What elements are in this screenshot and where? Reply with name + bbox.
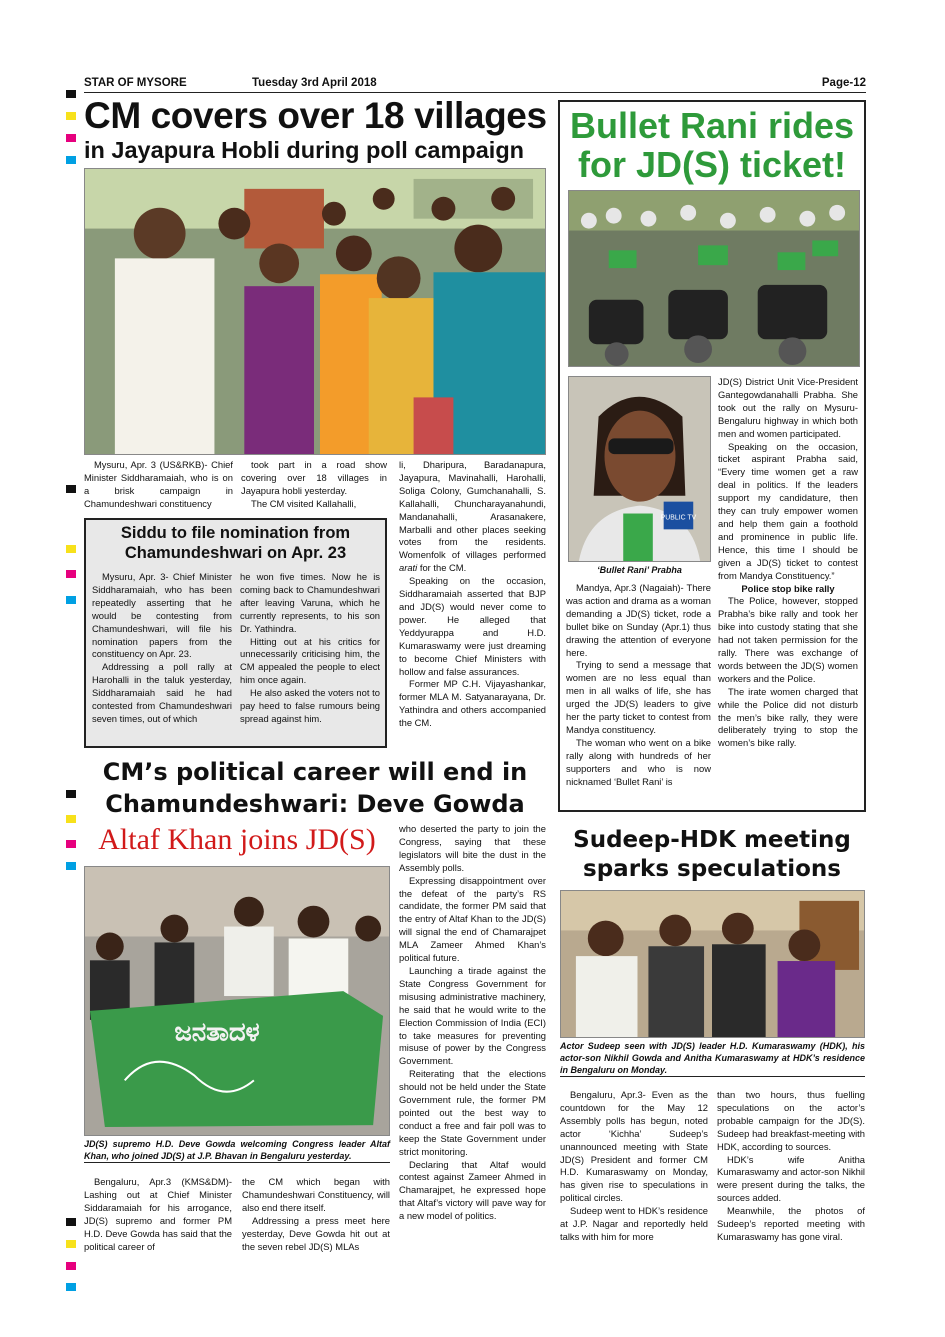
siddu-col-1: Mysuru, Apr. 3- Chief Minister Siddharamaiah, who has been repeatedly asserting that he would be contesting from Chamundeshwari, will file his nomination papers from the constituency on Apr. 23. Addressing a poll rally at Harohalli in the taluk yesterday, Siddharamaiah said he had contested from Chamundeshwari seven times, out of which	[92, 571, 232, 724]
prabha-caption: ‘Bullet Rani’ Prabha	[597, 565, 682, 575]
woman-portrait-icon	[569, 377, 710, 561]
bullet-rani-col-a: Mandya, Apr.3 (Nagaiah)- There was action and drama as a woman demanding a JD(S) ticket, rode a bullet bike on Sunday (Apr.1) thus drawing the attention of everyone here. Trying to send a message that women are no less equal than men in all walks of life, she has urged the JD(S) leaders to give her the party ticket to contest from Mandya constituency. The woman who went on a bike rally along with hundreds of her supporters and who is now nicknamed ‘Bullet Rani’ is	[566, 582, 711, 787]
deve-gowda-col-2: the CM which began with Chamundeshwari Constituency, will also end there itself. Addressing a press meet here yesterday, Deve Gowda hit out at the seven rebel JD(S) MLAs	[242, 1176, 390, 1252]
sudeep-col-1: Bengaluru, Apr.3- Even as the countdown for the May 12 Assembly polls has begun, noted actor ‘Kichha’ Sudeep’s unannounced meeting with State JD(S) President and former CM H.D. Kumaraswamy on Monday, has given rise to speculations in political circles. Sudeep went to HDK’s residence at J.P. Nagar and reportedly held talks with him for more	[560, 1089, 708, 1242]
sudeep-headline-1: Sudeep-HDK meeting	[573, 827, 851, 853]
siddu-title-1: Siddu to file nomination from	[120, 524, 351, 542]
cm-col-2: took part in a road show covering over 18 villages in Jayapura hobli yesterday. The CM visited Kallahalli,	[241, 459, 387, 509]
svg-text:ಜನತಾದಳ: ಜನತಾದಳ	[174, 1017, 260, 1048]
sudeep-photo-caption: Actor Sudeep seen with JD(S) leader H.D. Kumaraswamy (HDK), his actor-son Nikhil Gowda and Anitha Kumaraswamy at HDK’s residence in Bengaluru on Monday.	[560, 1041, 865, 1075]
deve-gowda-headline-1: CM’s political career will end in	[102, 758, 528, 786]
masthead	[84, 77, 866, 91]
masthead-rule	[84, 92, 866, 93]
svg-text:PUBLIC TV: PUBLIC TV	[660, 514, 697, 522]
bullet-rani-col-b: JD(S) District Unit Vice-President Gantegowdanahalli Prabha. She took out the rally on Mysuru-Bengaluru highway in which both men and women participated. Speaking on the occasion, ticket aspirant Prabha said, “Every time women get a raw deal in politics. If the leaders support my candidature, then they can truly empower women and help them gain a foothold and prominence in public life. Hence, this time I should be given a JD(S) ticket to contest from Mandya Constituency.” Police stop bike rally The Police, however, stopped Prabha’s bike rally and took her bike into custody stating that she had not taken permission for the rally. There was exchange of words between the JD(S) women workers and the Police. The irate women charged that while the Police did not disturb the men’s bike rally, they were deliberately trying to stop the women’s bike rally.	[718, 376, 858, 749]
deve-gowda-col-1: Bengaluru, Apr.3 (KMS&DM)- Lashing out at Chief Minister Siddaramaiah for his arrogance, JD(S) supremo and former PM H.D. Deve Gowda has said that the political career of	[84, 1176, 232, 1252]
paper-name: STAR OF MYSORE	[84, 77, 187, 89]
bullet-rani-headline-1: Bullet Rani rides	[569, 105, 855, 146]
bullet-rani-headline-2: for JD(S) ticket!	[577, 144, 847, 185]
bike-rally-photo	[568, 190, 860, 367]
deve-gowda-headline-2: Chamundeshwari: Deve Gowda	[105, 790, 525, 818]
sudeep-col-2: than two hours, thus fuelling speculations on the actor’s probable campaign for the JD(S). Sudeep had breakfast-meeting with HDK, according to sources. HDK’s wife Anitha Kumaraswamy and actor-son Nikhil were present during the talks, the sources added. Meanwhile, the photos of Sudeep’s reported meeting with Kumaraswamy has gone viral.	[717, 1089, 865, 1242]
altaf-photo-caption: JD(S) supremo H.D. Deve Gowda welcoming Congress leader Altaf Khan, who joined JD(S) at J.P. Bhavan in Bengaluru yesterday.	[84, 1139, 390, 1161]
cm-col-1: Mysuru, Apr. 3 (US&RKB)- Chief Minister Siddharamaiah, who is on a brisk campaign in Chamundeshwari constituency	[84, 459, 233, 509]
siddu-title-2: Chamundeshwari on Apr. 23	[124, 544, 347, 562]
sudeep-hdk-photo	[560, 890, 865, 1038]
page-number: Page-12	[821, 77, 866, 89]
siddu-col-2: he won five times. Now he is coming back to Chamundeshwari after leaving Varuna, which he currently represents, to his son Dr. Yathindra. Hitting out at his critics for unnecessarily criticising him, the CM appealed the people to elect him once again. He also asked the voters not to pay heed to false rumours being spread against him.	[240, 571, 380, 724]
flag-ceremony-photo-icon	[85, 867, 389, 1135]
altaf-subhead: Altaf Khan joins JD(S)	[98, 823, 376, 856]
altaf-flag-photo	[84, 866, 390, 1136]
deve-gowda-col-3: who deserted the party to join the Congress, saying that these legislators will bite the dust in the Assembly polls. Expressing disappointment over the defeat of the party’s RS candidate, the former PM said that the entry of Altaf Khan to the JD(S) will signal the end of Chamarajpet MLA Zameer Ahmed Khan’s political future. Launching a tirade against the State Congress Government for misusing administrative machinery, he said that he would write to the Election Commission of India (ECI) to take measures for preventing misuse of power by the Congress Government. Reiterating that the elections should not be held under the State Government rule, the former PM pointed out the best way to conduct a free and fair poll was to keep the State Government under strict monitoring. Declaring that Altaf would contest against Zameer Ahmed in Chamarajpet, he expressed hope that Altaf’s victory will pave way for a new model of politics.	[399, 823, 546, 1222]
crowd-photo-icon	[85, 169, 545, 454]
bike-rally-photo-icon	[569, 191, 859, 366]
issue-date: Tuesday 3rd April 2018	[252, 77, 377, 89]
group-photo-icon	[561, 891, 864, 1037]
cm-campaign-photo	[84, 168, 546, 455]
sudeep-headline-2: sparks speculations	[583, 856, 841, 882]
prabha-portrait	[568, 376, 711, 562]
police-subhead: Police stop bike rally	[741, 582, 835, 594]
siddu-sidebar-box	[84, 518, 387, 748]
cm-headline: CM covers over 18 villages	[84, 95, 547, 136]
cm-subheadline: in Jayapura Hobli during poll campaign	[84, 137, 525, 163]
cm-col-3: li, Dharipura, Baradanapura, Jayapura, Mavinahalli, Harohalli, Soliga Colony, Gumchanahalli, S. Kallahalli, Chuncharayanahundi, Mandanahalli, Arasanakere, Marballi and other places seeking votes from the residents. Womenfolk of villages performed arati for the CM. Speaking on the occasion, Siddharamaiah asserted that BJP and JD(S) would never come to power. He alleged that Yeddyurappa and H.D. Kumaraswamy were just dreaming to become Chief Ministers with hollow and false assurances. Former MP C.H. Vijayashankar, former MLA M. Satyanarayana, Dr. Yathindra and others accompanied the CM.	[399, 459, 546, 729]
